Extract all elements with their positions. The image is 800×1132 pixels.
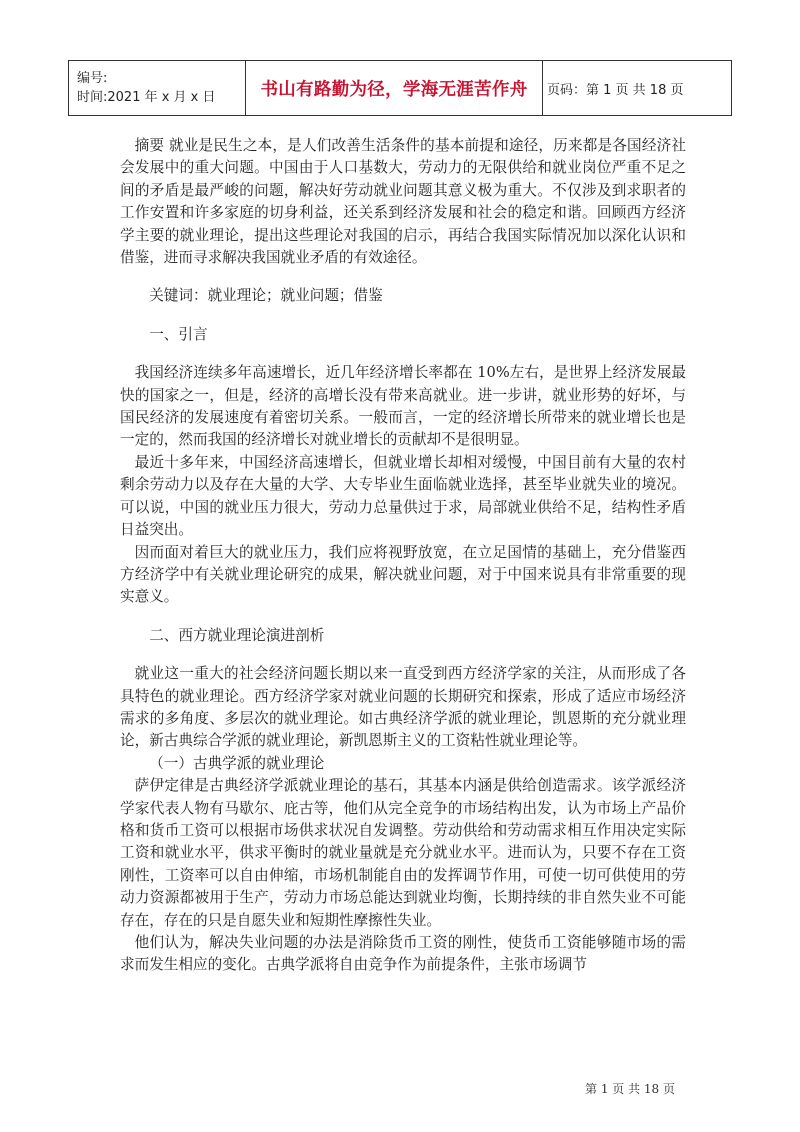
document-body bbox=[120, 135, 686, 977]
number-label: 编号: bbox=[77, 71, 108, 86]
keywords: 关键词：就业理论；就业问题；借鉴 bbox=[149, 287, 383, 305]
section2-intro: 就业这一重大的社会经济问题长期以来一直受到西方经济学家的关注，从而形成了各具特色的就业理论。西方经济学家对就业问题的长期研究和探索，形成了适应市场经济需求的多角度、多层次的就业理论。如古典经济学派的就业理论，凯恩斯的充分就业理论，新古典综合学派的就业理论，新凯恩斯主义的工资粘性就业理论等。 bbox=[120, 665, 686, 750]
section2-title: 二、西方就业理论演进剖析 bbox=[149, 626, 325, 644]
abstract: 摘要 就业是民生之本，是人们改善生活条件的基本前提和途径，历来都是各国经济社会发展中的重大问题。中国由于人口基数大，劳动力的无限供给和就业岗位严重不足之间的矛盾是最严峻的问题，解决好劳动就业问题其意义极为重大。不仅涉及到求职者的工作安置和许多家庭的切身利益，还关系到经济发展和社会的稳定和谐。回顾西方经济学主要的就业理论，提出这些理论对我国的启示，再结合我国实际情况加以深化认识和借鉴，进而寻求解决我国就业矛盾的有效途径。 bbox=[120, 137, 686, 267]
subsection1-paragraph-2: 他们认为，解决失业问题的办法是消除货币工资的刚性，使货币工资能够随市场的需求而发生相应的变化。古典学派将自由竞争作为前提条件，主张市场调节 bbox=[120, 934, 686, 974]
time-label: 时间:2021 年 x 月 x 日 bbox=[77, 90, 216, 105]
header-table bbox=[68, 60, 732, 116]
slogan: 书山有路勤为径，学海无涯苦作舟 bbox=[246, 61, 543, 116]
section1-paragraph-2: 最近十多年来，中国经济高速增长，但就业增长却相对缓慢，中国目前有大量的农村剩余劳动力以及存在大量的大学、大专毕业生面临就业选择，甚至毕业就失业的境况。可以说，中国的就业压力很大，劳动力总量供过于求，局部就业供给不足，结构性矛盾日益突出。 bbox=[120, 453, 686, 539]
subsection1-title: （一）古典学派的就业理论 bbox=[149, 754, 325, 772]
subsection1-paragraph-1: 萨伊定律是古典经济学派就业理论的基石，其基本内涵是供给创造需求。该学派经济学家代表人物有马歇尔、庇古等，他们从完全竞争的市场结构出发，认为市场上产品价格和货币工资可以根据市场供求状况自发调整。劳动供给和劳动需求相互作用决定实际工资和就业水平，供求平衡时的就业量就是充分就业水平。进而认为，只要不存在工资刚性，工资率可以自由伸缩，市场机制能自由的发挥调节作用，可使一切可供使用的劳动力资源都被用于生产，劳动力市场总能达到就业均衡，长期持续的非自然失业不可能存在，存在的只是自愿失业和短期性摩擦性失业。 bbox=[120, 777, 686, 929]
section1-title: 一、引言 bbox=[149, 325, 208, 343]
section1-paragraph-3: 因而面对着巨大的就业压力，我们应将视野放宽，在立足国情的基础上，充分借鉴西方经济学中有关就业理论研究的成果，解决就业问题，对于中国来说具有非常重要的现实意义。 bbox=[120, 543, 686, 606]
page-info: 页码：第 1 页 共 18 页 bbox=[543, 61, 732, 116]
page-footer: 第 1 页 共 18 页 bbox=[585, 1082, 675, 1096]
header-left-cell bbox=[69, 61, 246, 116]
section1-paragraph-1: 我国经济连续多年高速增长，近几年经济增长率都在 10%左右，是世界上经济发展最快的国家之一，但是，经济的高增长没有带来高就业。进一步讲，就业形势的好坏，与国民经济的发展速度有着密切关系。一般而言，一定的经济增长所带来的就业增长也是一定的，然而我国的经济增长对就业增长的贡献却不是很明显。 bbox=[120, 364, 686, 449]
